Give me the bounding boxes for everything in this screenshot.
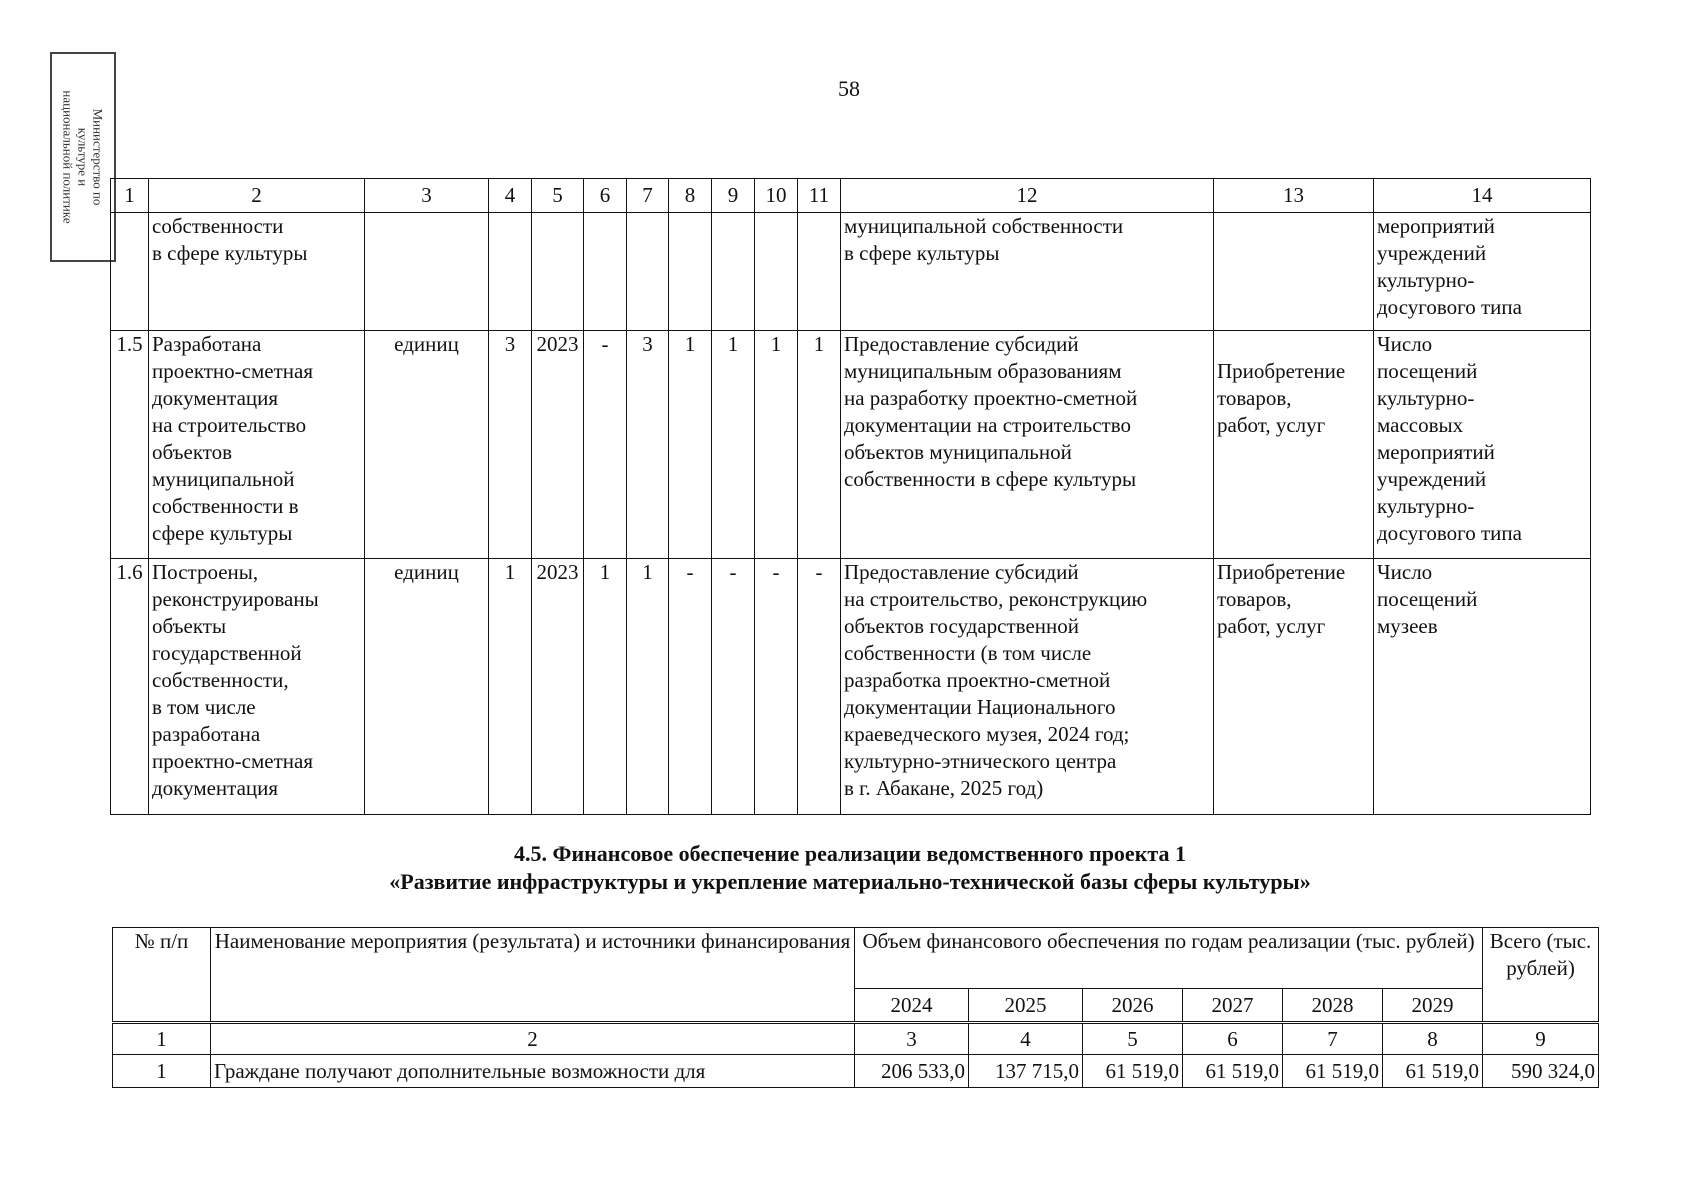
- column-number: 2: [149, 179, 365, 213]
- cell-line: на разработку проектно-сметной: [844, 386, 1138, 410]
- year-header: 2028: [1283, 989, 1383, 1023]
- year-header: 2025: [969, 989, 1083, 1023]
- cell-line: собственности,: [152, 668, 289, 692]
- cell-line: в сфере культуры: [152, 241, 308, 265]
- cell-line: [672, 213, 708, 240]
- cell-line: на строительство, реконструкцию: [844, 587, 1148, 611]
- cell-line: массовых: [1377, 413, 1464, 437]
- cell-line: в г. Абакане, 2025 год): [844, 776, 1044, 800]
- column-number: 10: [755, 179, 798, 213]
- cell-line: -: [772, 560, 780, 584]
- cell-line: товаров,: [1217, 386, 1292, 410]
- table-cell: [627, 559, 669, 815]
- cell-line: [630, 213, 665, 240]
- table-cell: [584, 213, 627, 331]
- value-cell: 206 533,0: [855, 1055, 969, 1088]
- cell-line: культурно-: [1377, 494, 1475, 518]
- column-number: 14: [1374, 179, 1591, 213]
- table-cell: [798, 213, 841, 331]
- cell-line: [1217, 331, 1370, 358]
- cell-line: учреждений: [1377, 241, 1487, 265]
- col-name-header: Наименование мероприятия (результата) и источники финансирования: [211, 928, 855, 1023]
- table-cell: [712, 559, 755, 815]
- cell-line: 1: [813, 332, 825, 356]
- cell-line: Число: [1377, 332, 1433, 356]
- table-cell: [111, 559, 149, 815]
- cell-line: 1: [684, 332, 696, 356]
- cell-line: [492, 213, 528, 240]
- cell-line: Предоставление субсидий: [844, 560, 1079, 584]
- table-cell: [1214, 213, 1374, 331]
- table-cell: [149, 559, 365, 815]
- column-number: 12: [841, 179, 1214, 213]
- column-number: 4: [969, 1023, 1083, 1055]
- cell-line: 3: [642, 332, 653, 356]
- table-cell: [489, 213, 532, 331]
- stamp-line: Министерство по: [90, 108, 106, 206]
- cell-line: 3: [504, 332, 516, 356]
- column-number: 11: [798, 179, 841, 213]
- results-table: [110, 178, 1591, 815]
- cell-line: 2023: [536, 560, 579, 584]
- cell-line: 1: [599, 560, 611, 584]
- cell-line: [758, 213, 794, 240]
- column-number: 7: [627, 179, 669, 213]
- cell-line: в сфере культуры: [844, 241, 1000, 265]
- table-cell: [111, 331, 149, 559]
- table-row: [111, 213, 1591, 331]
- year-header: 2029: [1383, 989, 1483, 1023]
- cell-line: разработка проектно-сметной: [844, 668, 1111, 692]
- table-cell: [627, 213, 669, 331]
- column-number: 5: [1083, 1023, 1183, 1055]
- table-cell: [489, 331, 532, 559]
- table-cell: [755, 213, 798, 331]
- table-cell: [111, 213, 149, 331]
- table-cell: [149, 213, 365, 331]
- section-title-line: «Развитие инфраструктуры и укрепление материально-технической базы сферы культуры»: [389, 869, 1311, 894]
- column-number: 9: [1483, 1023, 1599, 1055]
- column-number: 3: [365, 179, 489, 213]
- col-total-header: Всего (тыс. рублей): [1483, 928, 1599, 1023]
- results-table-header: [111, 179, 1591, 213]
- stamp-text: [61, 90, 106, 223]
- column-number: 5: [532, 179, 584, 213]
- table-cell: [669, 331, 712, 559]
- stamp-line: национальной политике: [60, 90, 76, 224]
- cell-line: культурно-: [1377, 268, 1475, 292]
- table-cell: [669, 213, 712, 331]
- cell-line: культурно-: [1377, 386, 1475, 410]
- cell-line: посещений: [1377, 587, 1478, 611]
- cell-line: работ, услуг: [1217, 614, 1326, 638]
- table-cell: [755, 331, 798, 559]
- cell-line: -: [686, 560, 694, 584]
- cell-line: [715, 213, 751, 240]
- cell-line: муниципальным образованиям: [844, 359, 1122, 383]
- column-number: 2: [211, 1023, 855, 1055]
- row-number: 1: [113, 1055, 211, 1088]
- table-cell: [1374, 559, 1591, 815]
- cell-line: Построены,: [152, 560, 259, 584]
- table-cell: [841, 331, 1214, 559]
- column-number: 8: [1383, 1023, 1483, 1055]
- cell-line: проектно-сметная: [152, 749, 313, 773]
- table-cell: [841, 559, 1214, 815]
- cell-line: документации Национального: [844, 695, 1116, 719]
- table-cell: [532, 559, 584, 815]
- table-cell: [798, 331, 841, 559]
- cell-line: учреждений: [1377, 467, 1487, 491]
- table-cell: [712, 331, 755, 559]
- year-header: 2026: [1083, 989, 1183, 1023]
- cell-line: [1217, 213, 1370, 240]
- table-cell: [365, 213, 489, 331]
- table-cell: [627, 331, 669, 559]
- section-title-line: 4.5. Финансовое обеспечение реализации ведомственного проекта 1: [514, 841, 1186, 866]
- cell-line: объектов: [152, 440, 233, 464]
- cell-line: -: [815, 560, 823, 584]
- cell-line: краеведческого музея, 2024 год;: [844, 722, 1130, 746]
- cell-line: 1: [504, 560, 516, 584]
- cell-line: в том числе: [152, 695, 256, 719]
- table-cell: [149, 331, 365, 559]
- column-number: 7: [1283, 1023, 1383, 1055]
- column-number: 4: [489, 179, 532, 213]
- cell-line: 1.5: [116, 332, 143, 356]
- cell-line: посещений: [1377, 359, 1478, 383]
- column-number: 8: [669, 179, 712, 213]
- col-no-header: № п/п: [113, 928, 211, 1023]
- cell-line: на строительство: [152, 413, 307, 437]
- cell-line: -: [601, 332, 609, 356]
- table-cell: [584, 331, 627, 559]
- cell-line: досугового типа: [1377, 521, 1522, 545]
- column-number: 6: [584, 179, 627, 213]
- cell-line: 2023: [536, 332, 579, 356]
- cell-line: Разработана: [152, 332, 262, 356]
- cell-line: культурно-этнического центра: [844, 749, 1117, 773]
- cell-line: 1: [727, 332, 739, 356]
- table-cell: [584, 559, 627, 815]
- table-cell: [1214, 331, 1374, 559]
- cell-line: музеев: [1377, 614, 1438, 638]
- row-name: Граждане получают дополнительные возможности для: [211, 1055, 855, 1088]
- cell-line: собственности в: [152, 494, 299, 518]
- cell-line: документации на строительство: [844, 413, 1132, 437]
- cell-line: объекты: [152, 614, 227, 638]
- cell-line: единиц: [394, 332, 459, 356]
- cell-line: собственности в сфере культуры: [844, 467, 1137, 491]
- cell-line: объектов государственной: [844, 614, 1079, 638]
- table-cell: [365, 559, 489, 815]
- column-number: 9: [712, 179, 755, 213]
- cell-line: сфере культуры: [152, 521, 293, 545]
- table-cell: [365, 331, 489, 559]
- page-number: 58: [838, 76, 860, 101]
- cell-line: реконструированы: [152, 587, 319, 611]
- cell-line: Предоставление субсидий: [844, 332, 1079, 356]
- column-number: 1: [111, 179, 149, 213]
- cell-line: [801, 213, 837, 240]
- cell-line: мероприятий: [1377, 440, 1495, 464]
- value-cell: 61 519,0: [1283, 1055, 1383, 1088]
- column-number: 13: [1214, 179, 1374, 213]
- cell-line: [587, 213, 623, 240]
- total-cell: 590 324,0: [1483, 1055, 1599, 1088]
- table-cell: [1214, 559, 1374, 815]
- cell-line: Число: [1377, 560, 1433, 584]
- table-cell: [1374, 331, 1591, 559]
- table-row: [111, 559, 1591, 815]
- cell-line: [368, 213, 485, 240]
- table-cell: [798, 559, 841, 815]
- cell-line: [114, 213, 145, 240]
- finance-numbering-row: [113, 1023, 1599, 1055]
- column-number: 3: [855, 1023, 969, 1055]
- table-cell: [1374, 213, 1591, 331]
- cell-line: документация: [152, 386, 279, 410]
- table-cell: [532, 213, 584, 331]
- section-title: [160, 840, 1540, 896]
- column-number: 6: [1183, 1023, 1283, 1055]
- table-cell: [489, 559, 532, 815]
- cell-line: Приобретение: [1217, 359, 1346, 383]
- cell-line: 1.6: [116, 560, 143, 584]
- cell-line: собственности (в том числе: [844, 641, 1092, 665]
- cell-line: объектов муниципальной: [844, 440, 1072, 464]
- cell-line: Приобретение: [1217, 560, 1346, 584]
- value-cell: 61 519,0: [1383, 1055, 1483, 1088]
- cell-line: -: [729, 560, 737, 584]
- finance-header-row: [113, 928, 1599, 989]
- cell-line: досугового типа: [1377, 295, 1522, 319]
- table-cell: [532, 331, 584, 559]
- cell-line: [535, 213, 580, 240]
- finance-table: [112, 927, 1599, 1088]
- cell-line: собственности: [152, 214, 284, 238]
- year-header: 2024: [855, 989, 969, 1023]
- col-volume-header: Объем финансового обеспечения по годам реализации (тыс. рублей): [855, 928, 1483, 989]
- year-header: 2027: [1183, 989, 1283, 1023]
- cell-line: разработана: [152, 722, 261, 746]
- value-cell: 137 715,0: [969, 1055, 1083, 1088]
- cell-line: мероприятий: [1377, 214, 1495, 238]
- cell-line: документация: [152, 776, 279, 800]
- cell-line: работ, услуг: [1217, 413, 1326, 437]
- value-cell: 61 519,0: [1183, 1055, 1283, 1088]
- cell-line: 1: [770, 332, 782, 356]
- table-cell: [712, 213, 755, 331]
- cell-line: товаров,: [1217, 587, 1292, 611]
- table-cell: [755, 559, 798, 815]
- cell-line: муниципальной: [152, 467, 295, 491]
- cell-line: единиц: [394, 560, 459, 584]
- column-number: 1: [113, 1023, 211, 1055]
- stamp-line: культуре и: [75, 127, 91, 187]
- table-cell: [841, 213, 1214, 331]
- cell-line: 1: [642, 560, 653, 584]
- table-cell: [669, 559, 712, 815]
- cell-line: муниципальной собственности: [844, 214, 1124, 238]
- value-cell: 61 519,0: [1083, 1055, 1183, 1088]
- cell-line: государственной: [152, 641, 302, 665]
- cell-line: проектно-сметная: [152, 359, 313, 383]
- table-row: [111, 331, 1591, 559]
- table-row: [113, 1055, 1599, 1088]
